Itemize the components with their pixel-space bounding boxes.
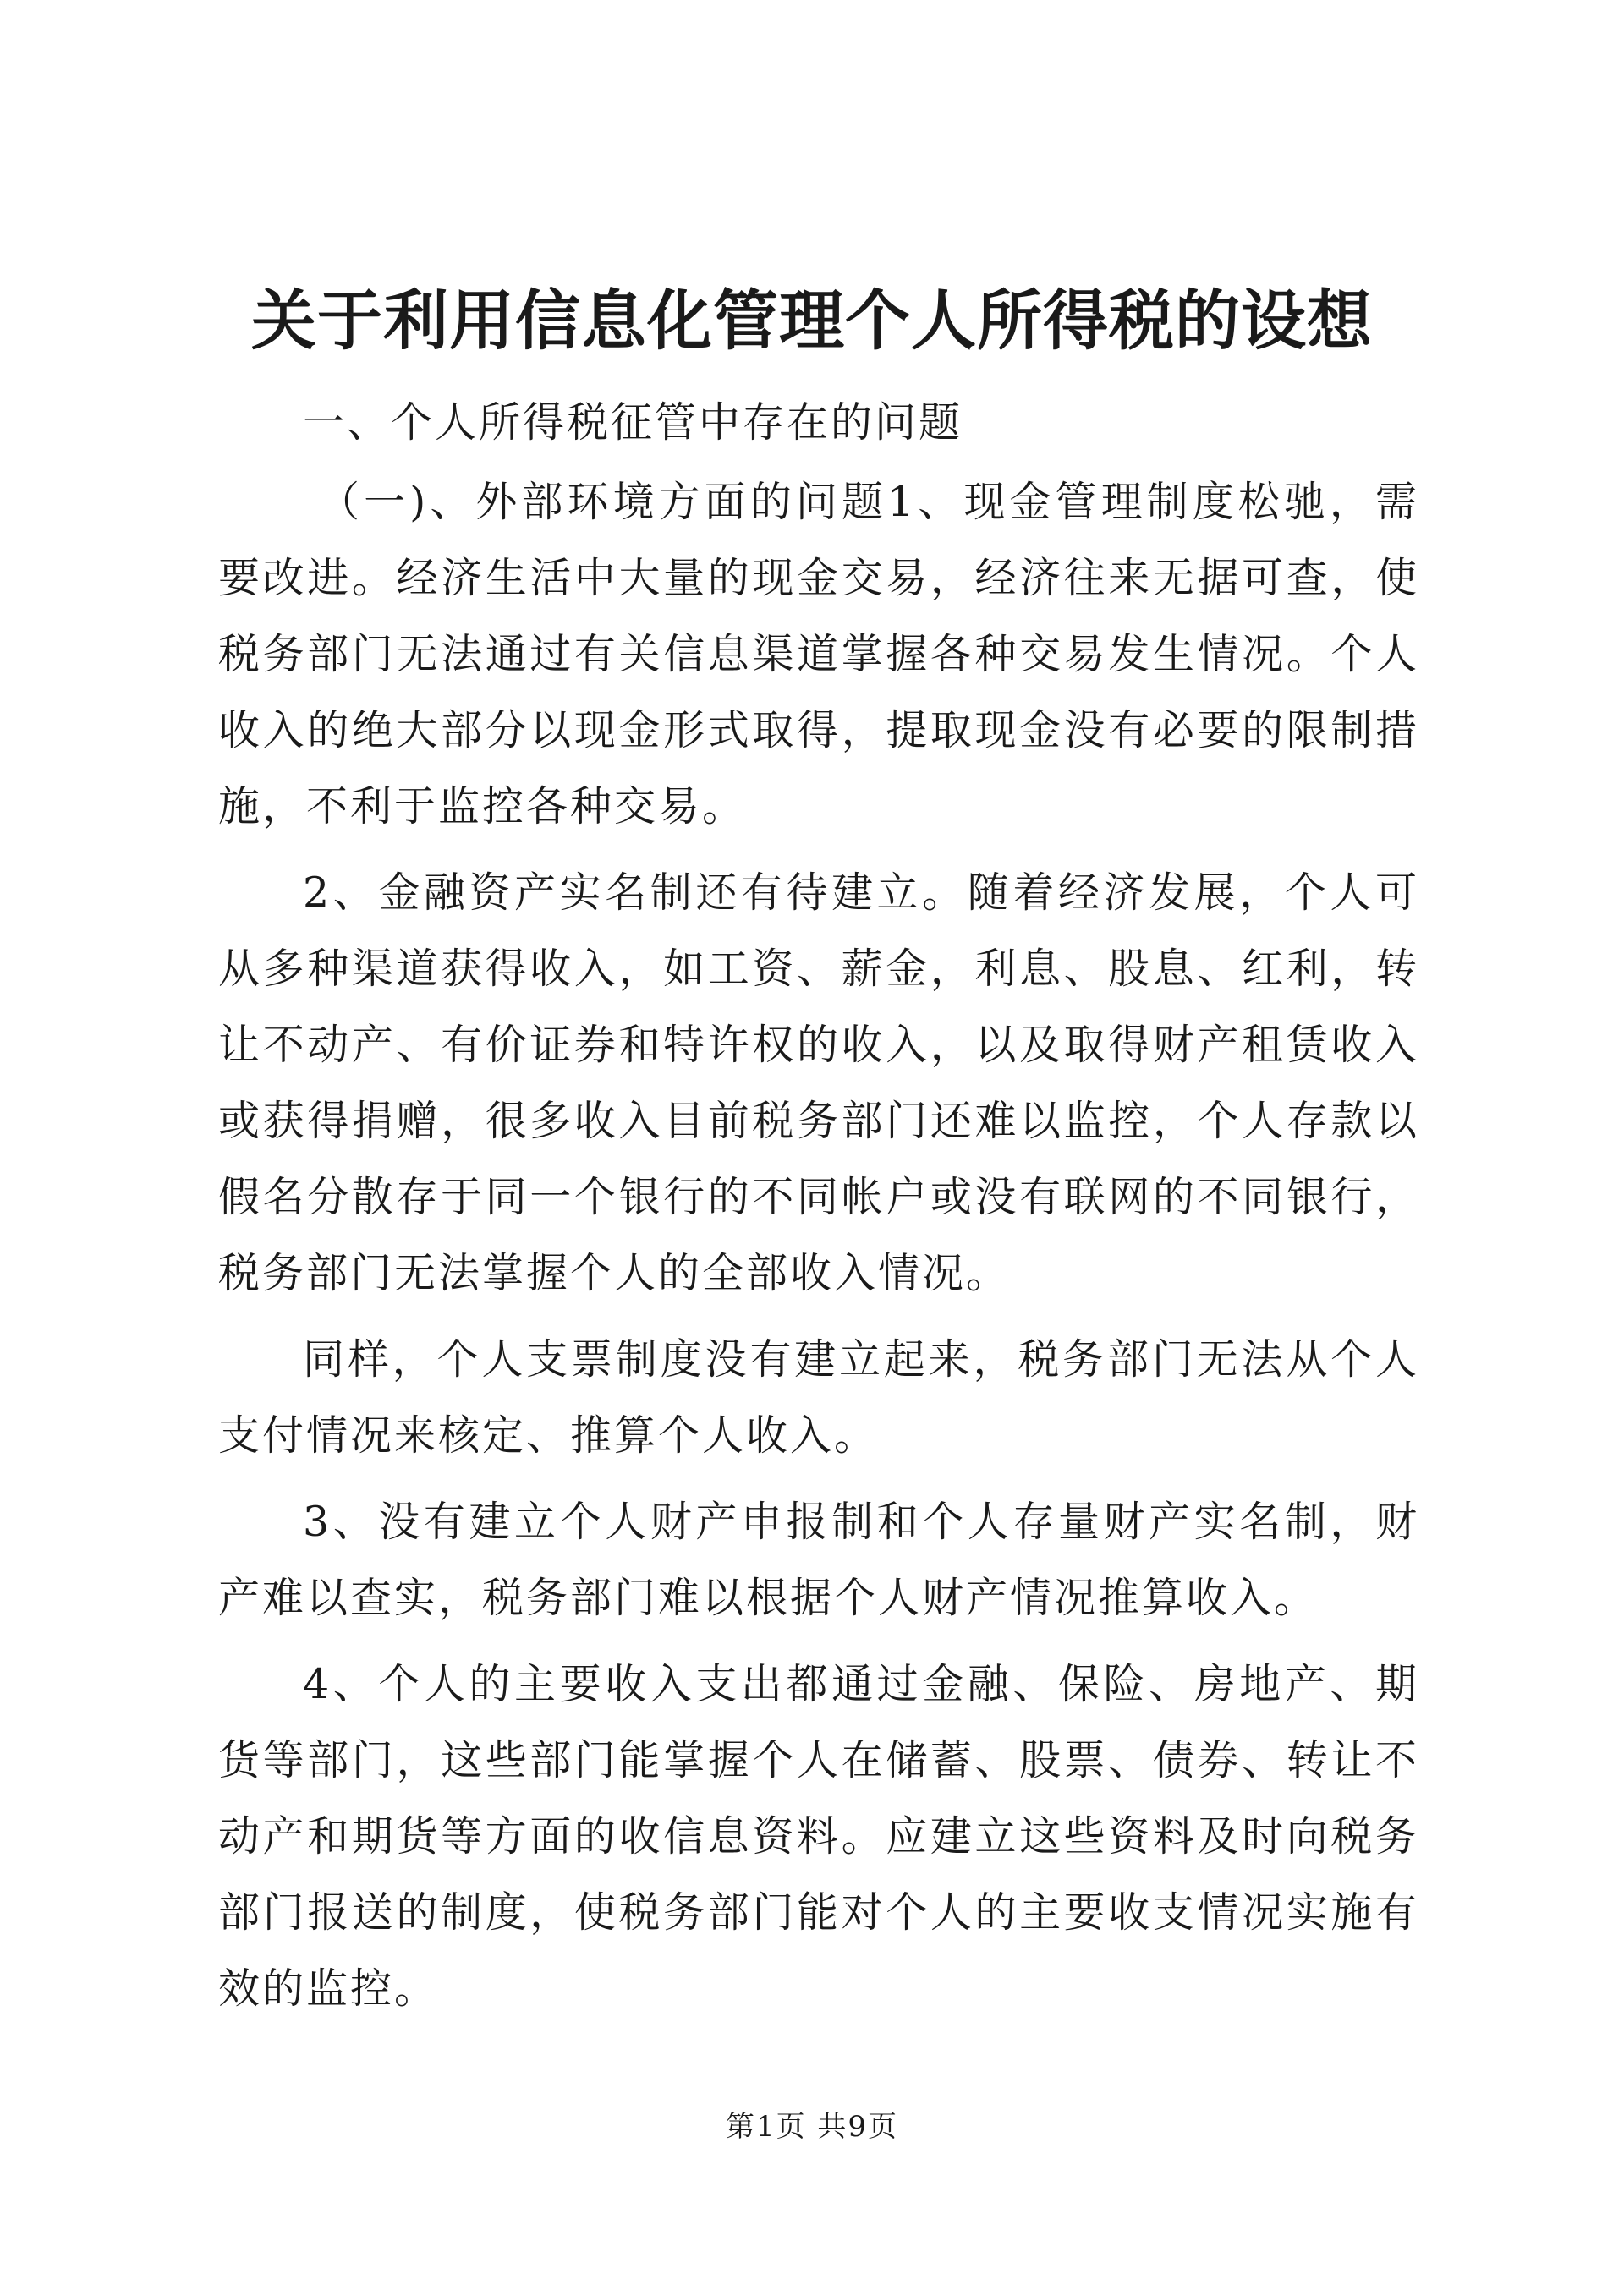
- paragraph-income-monitoring: 4、个人的主要收入支出都通过金融、保险、房地产、期货等部门，这些部门能掌握个人在储蓄、股票、债券、转让不动产和期货等方面的收信息资料。应建立这些资料及时向税务部门报送的制度，使税务部门能对个人的主要收支情况实施有效的监控。: [218, 1660, 1419, 2013]
- paragraph-personal-checks: 同样，个人支票制度没有建立起来，税务部门无法从个人支付情况来核定、推算个人收入。: [218, 1335, 1419, 1460]
- paragraph-external-environment: （一)、外部环境方面的问题1、现金管理制度松驰，需要改进。经济生活中大量的现金交易，经济往来无据可查，使税务部门无法通过有关信息渠道掌握各种交易发生情况。个人收入的绝大部分以现金形式取得，提取现金没有必要的限制措施，不利于监控各种交易。: [218, 478, 1419, 830]
- page-footer: 第1页 共9页: [725, 2110, 899, 2144]
- paragraph-financial-assets: 2、金融资产实名制还有待建立。随着经济发展，个人可从多种渠道获得收入，如工资、薪金，利息、股息、红利，转让不动产、有价证券和特许权的收入，以及取得财产租赁收入或获得捐赠，很多收入目前税务部门还难以监控，个人存款以假名分散存于同一个银行的不同帐户或没有联网的不同银行，税务部门无法掌握个人的全部收入情况。: [218, 869, 1419, 1297]
- paragraph-property-declaration: 3、没有建立个人财产申报制和个人存量财产实名制，财产难以查实，税务部门难以根据个人财产情况推算收入。: [218, 1498, 1419, 1622]
- document-body: [218, 385, 1419, 2037]
- section-heading: 一、个人所得税征管中存在的问题: [303, 398, 963, 447]
- document-title: 关于利用信息化管理个人所得税的设想: [251, 283, 1373, 359]
